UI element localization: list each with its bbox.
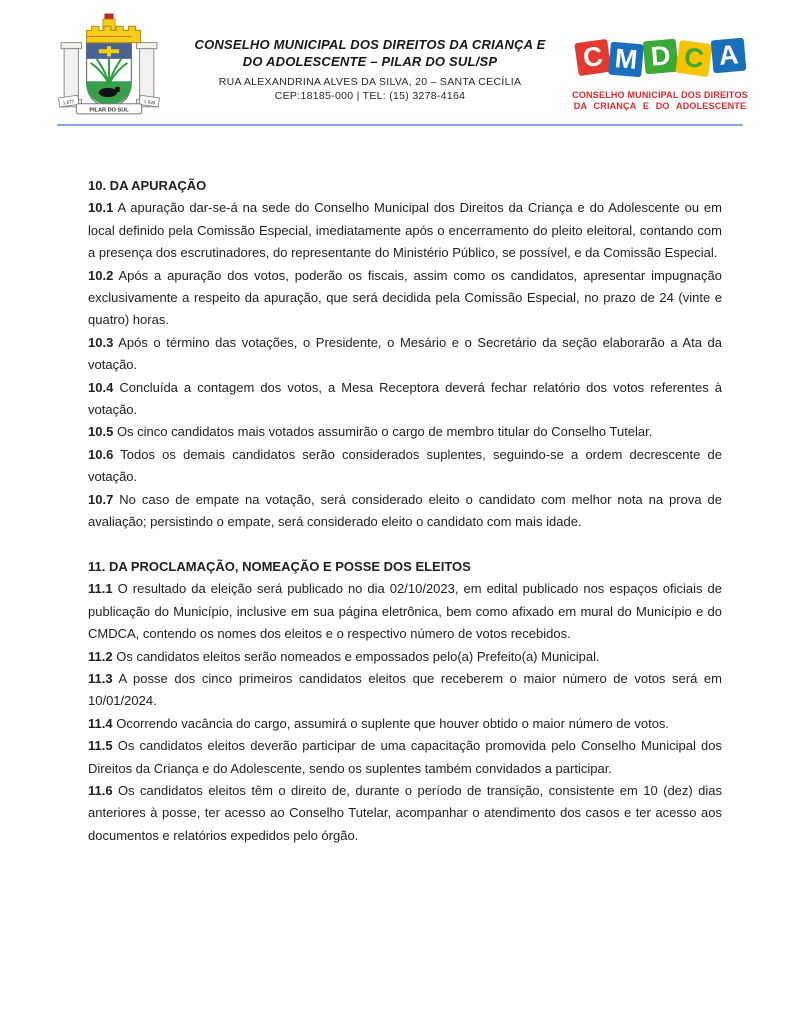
clause-10-3: [88, 332, 722, 377]
clause-text: A posse dos cinco primeiros candidatos eleitos que receberem o maior número de votos será em 10/01/2024.: [88, 670, 722, 709]
clause-number: 10.4: [88, 379, 114, 395]
clause-text: Os cinco candidatos mais votados assumirão o cargo de membro titular do Conselho Tutelar.: [116, 424, 653, 440]
clause-number: 11.1: [88, 581, 113, 597]
clause-10-1: [88, 197, 722, 264]
clause-text: O resultado da eleição será publicado no dia 02/10/2023, em edital publicado nos espaços oficiais de publicação do Município, inclusive em sua página eletrônica, bem como afixado em mural do Município e do CMDCA, contendo os nomes dos eleitos e o respectivo número de votos recebidos.: [88, 581, 722, 642]
document-body: [88, 175, 722, 847]
clause-number: 10.7: [88, 491, 114, 507]
header-org-block: [168, 37, 572, 103]
clause-10-4: [88, 377, 722, 422]
section-11-title: 11. DA PROCLAMAÇÃO, NOMEAÇÃO E POSSE DOS ELEITOS: [88, 558, 471, 574]
cmdca-caption: [570, 90, 750, 112]
clause-10-6: [88, 444, 722, 489]
clause-number: 11.5: [88, 738, 113, 754]
clause-11-5: [88, 735, 722, 780]
clause-text: Os candidatos eleitos deverão participar de uma capacitação promovida pelo Conselho Municipal dos Direitos da Criança e do Adolescente, sendo os suplentes também convidados a participar.: [88, 738, 722, 776]
clause-text: Concluída a contagem dos votos, a Mesa Receptora deverá fechar relatório dos votos referentes à votação.: [88, 379, 722, 418]
cmdca-logo-tiles: [570, 38, 750, 84]
logo-letter: C: [580, 40, 605, 74]
crest-year-left: 1.877: [62, 98, 75, 106]
org-address: RUA ALEXANDRINA ALVES DA SILVA, 20 – SANTA CECÍLIA: [218, 76, 522, 88]
clause-number: 10.5: [88, 424, 114, 440]
crest-year-right: 1.936: [143, 98, 156, 106]
clause-11-1: [88, 578, 722, 645]
clause-11-6: [88, 780, 722, 847]
clause-11-3: [88, 668, 722, 713]
logo-tile-c2: [675, 40, 712, 77]
clause-number: 11.3: [88, 670, 113, 686]
clause-number: 10.2: [88, 267, 114, 283]
clause-text: Após a apuração dos votos, poderão os fiscais, assim como os candidatos, apresentar impugnação exclusivamente a respeito da apuração, que será decidida pela Comissão Especial, no prazo de 24 (vinte e quatro) horas.: [88, 267, 722, 328]
clause-11-4: [88, 713, 722, 735]
clause-text: Todos os demais candidatos serão considerados suplentes, seguindo-se a ordem decrescente de votação.: [88, 446, 722, 485]
logo-tile-a: [710, 38, 746, 74]
logo-letter: D: [649, 40, 672, 72]
clause-number: 11.2: [88, 648, 113, 664]
section-11: [88, 556, 722, 847]
clause-number: 10.1: [88, 200, 114, 216]
clause-number: 11.6: [88, 782, 113, 798]
logo-tile-d: [642, 39, 678, 75]
clause-number: 10.3: [88, 334, 114, 350]
clause-number: 11.4: [88, 715, 113, 731]
org-title-line2: DO ADOLESCENTE – PILAR DO SUL/SP: [242, 53, 498, 69]
crest-shield: [87, 44, 132, 106]
logo-letter: C: [681, 41, 706, 75]
logo-letter: A: [717, 39, 740, 71]
logo-tile-m: [608, 42, 644, 78]
clause-text: Após o término das votações, o Presidente, o Mesário e o Secretário da seção elaborarão a Ata da votação.: [88, 334, 722, 373]
clause-text: No caso de empate na votação, será considerado eleito o candidato com melhor nota na prova de avaliação; persistindo o empate, será considerado eleito o candidato com mais idade.: [88, 491, 722, 530]
clause-text: Ocorrendo vacância do cargo, assumirá o suplente que houver obtido o maior número de votos.: [116, 715, 670, 731]
cmdca-caption-line1: CONSELHO MUNICIPAL DOS DIREITOS: [572, 90, 748, 100]
section-10: [88, 175, 722, 534]
crest-graphic: [56, 12, 162, 118]
cmdca-caption-line2: DA CRIANÇA E DO ADOLESCENTE: [573, 101, 747, 111]
logo-letter: M: [613, 43, 639, 75]
header-divider: [57, 124, 743, 126]
clause-10-7: [88, 489, 722, 534]
clause-10-5: [88, 421, 722, 443]
cmdca-logo: [570, 38, 750, 112]
clause-text: A apuração dar-se-á na sede do Conselho Municipal dos Direitos da Criança e do Adolescente ou em local definido pela Comissão Especial, imediatamente após o encerramento do pleito eleitoral, contando com a presença dos escrutinadores, do representante do Ministério Público, se possível, e da Comissão Especial.: [88, 200, 722, 261]
org-title-line1: CONSELHO MUNICIPAL DOS DIREITOS DA CRIANÇA E: [194, 37, 546, 52]
section-10-title: 10. DA APURAÇÃO: [88, 178, 207, 193]
clause-number: 10.6: [88, 446, 114, 462]
clause-11-2: [88, 646, 722, 668]
org-contact: CEP:18185-000 | TEL: (15) 3278-4164: [274, 89, 466, 102]
clause-10-2: [88, 265, 722, 332]
clause-text: Os candidatos eleitos serão nomeados e empossados pelo(a) Prefeito(a) Municipal.: [116, 648, 600, 664]
municipal-crest: [56, 12, 162, 118]
crest-crown: [87, 14, 141, 43]
logo-tile-c1: [574, 39, 611, 76]
crest-ribbon-text: PILAR DO SUL: [89, 107, 129, 114]
clause-text: Os candidatos eleitos têm o direito de, durante o período de transição, consistente em 10 (dez) dias anteriores à posse, ter acesso ao Conselho Tutelar, acompanhar o atendimento dos casos e ter acesso aos documentos e relatórios expedidos pelo órgão.: [88, 782, 722, 843]
